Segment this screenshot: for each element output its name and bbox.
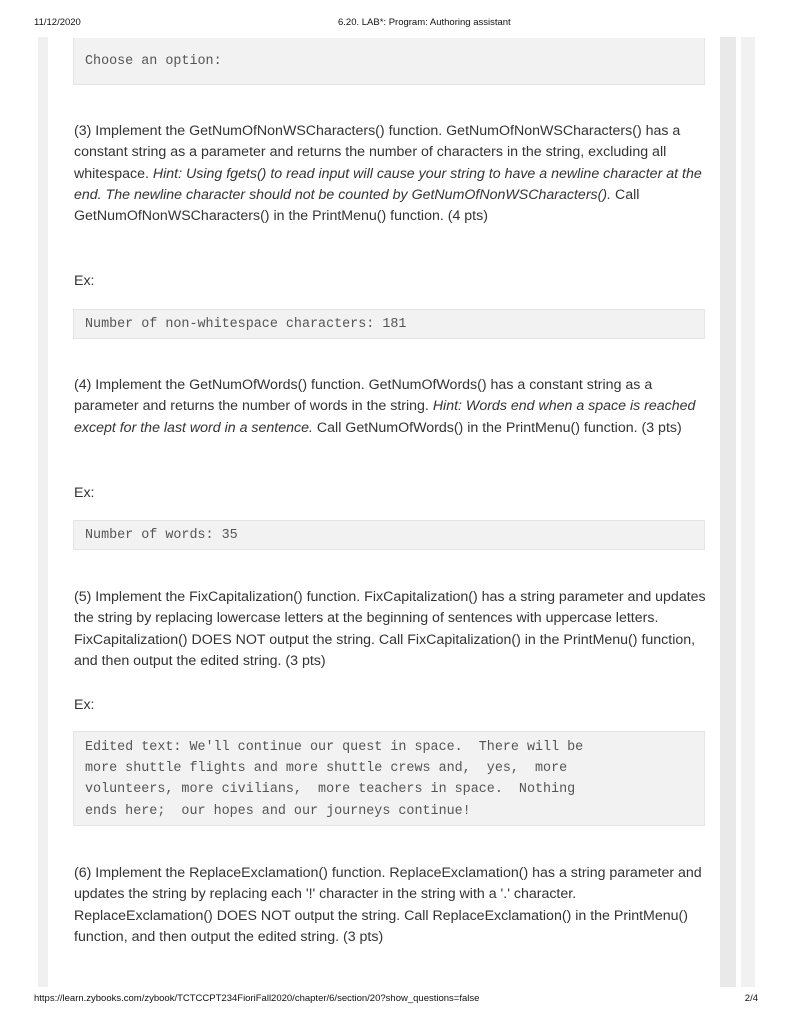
step-5-ex-label: Ex: xyxy=(74,697,95,713)
step-5-example-code xyxy=(73,731,705,826)
code-line: volunteers, more civilians, more teachers in space. Nothing xyxy=(85,782,576,798)
page-url: https://learn.zybooks.com/zybook/TCTCCPT234FioriFall2020/chapter/6/section/20?show_questions=false xyxy=(34,993,480,1004)
page-title: 6.20. LAB*: Program: Authoring assistant xyxy=(338,17,511,28)
page-number: 2/4 xyxy=(744,993,758,1004)
print-date: 11/12/2020 xyxy=(34,17,81,28)
outer-scrollbar-track[interactable] xyxy=(741,37,755,987)
content-left-border xyxy=(38,37,48,987)
step-3-text-end: Call GetNumOfNonWSCharacters() in the PrintMenu() function. (4 pts) xyxy=(74,186,640,225)
step-4-ex-label: Ex: xyxy=(74,485,95,501)
code-line: more shuttle flights and more shuttle crews and, yes, more xyxy=(85,761,568,777)
step-4-text: (4) Implement the GetNumOfWords() function. GetNumOfWords() has a constant string as a parameter and returns the number of words in the string. xyxy=(74,377,653,415)
step-6-instructions: (6) Implement the ReplaceExclamation() function. ReplaceExclamation() has a string parameter and updates the string by replacing each '!' character in the string with a '.' character. ReplaceExclamation() DOES NOT output the string. Call ReplaceExclamation() in the PrintMenu() function, and then output the edited string. (3 pts) xyxy=(74,865,702,945)
step-3-text: (3) Implement the GetNumOfNonWSCharacters() function. GetNumOfNonWSCharacters() has a constant string as a parameter and returns the number of characters in the string, excluding all whitespace. xyxy=(74,123,681,182)
step-4-instructions xyxy=(74,375,706,439)
scrollbar-track[interactable] xyxy=(720,37,736,987)
step-3-hint: Hint: Using fgets() to read input will cause your string to have a newline character at the end. The newline character should not be counted by GetNumOfNonWSCharacters(). xyxy=(74,165,702,203)
step-4-text-end: Call GetNumOfWords() in the PrintMenu() function. (3 pts) xyxy=(312,419,682,436)
step-5-instructions: (5) Implement the FixCapitalization() function. FixCapitalization() has a string parameter and updates the string by replacing lowercase letters at the beginning of sentences with uppercase letters. FixCapitalization() DOES NOT output the string. Call FixCapitalization() in the PrintMenu() function, and then output the edited string. (3 pts) xyxy=(74,589,706,669)
menu-prompt-code-block: Choose an option: xyxy=(73,38,705,85)
step-4-hint: Hint: Words end when a space is reached except for the last word in a sentence. xyxy=(74,398,696,436)
code-line: ends here; our hopes and our journeys continue! xyxy=(85,803,471,819)
step-3-instructions xyxy=(74,121,706,227)
step-4-example-code: Number of words: 35 xyxy=(73,520,705,550)
code-line: Edited text: We'll continue our quest in space. There will be xyxy=(85,740,584,755)
step-3-example-code: Number of non-whitespace characters: 181 xyxy=(73,309,705,339)
step-3-ex-label: Ex: xyxy=(74,273,95,289)
